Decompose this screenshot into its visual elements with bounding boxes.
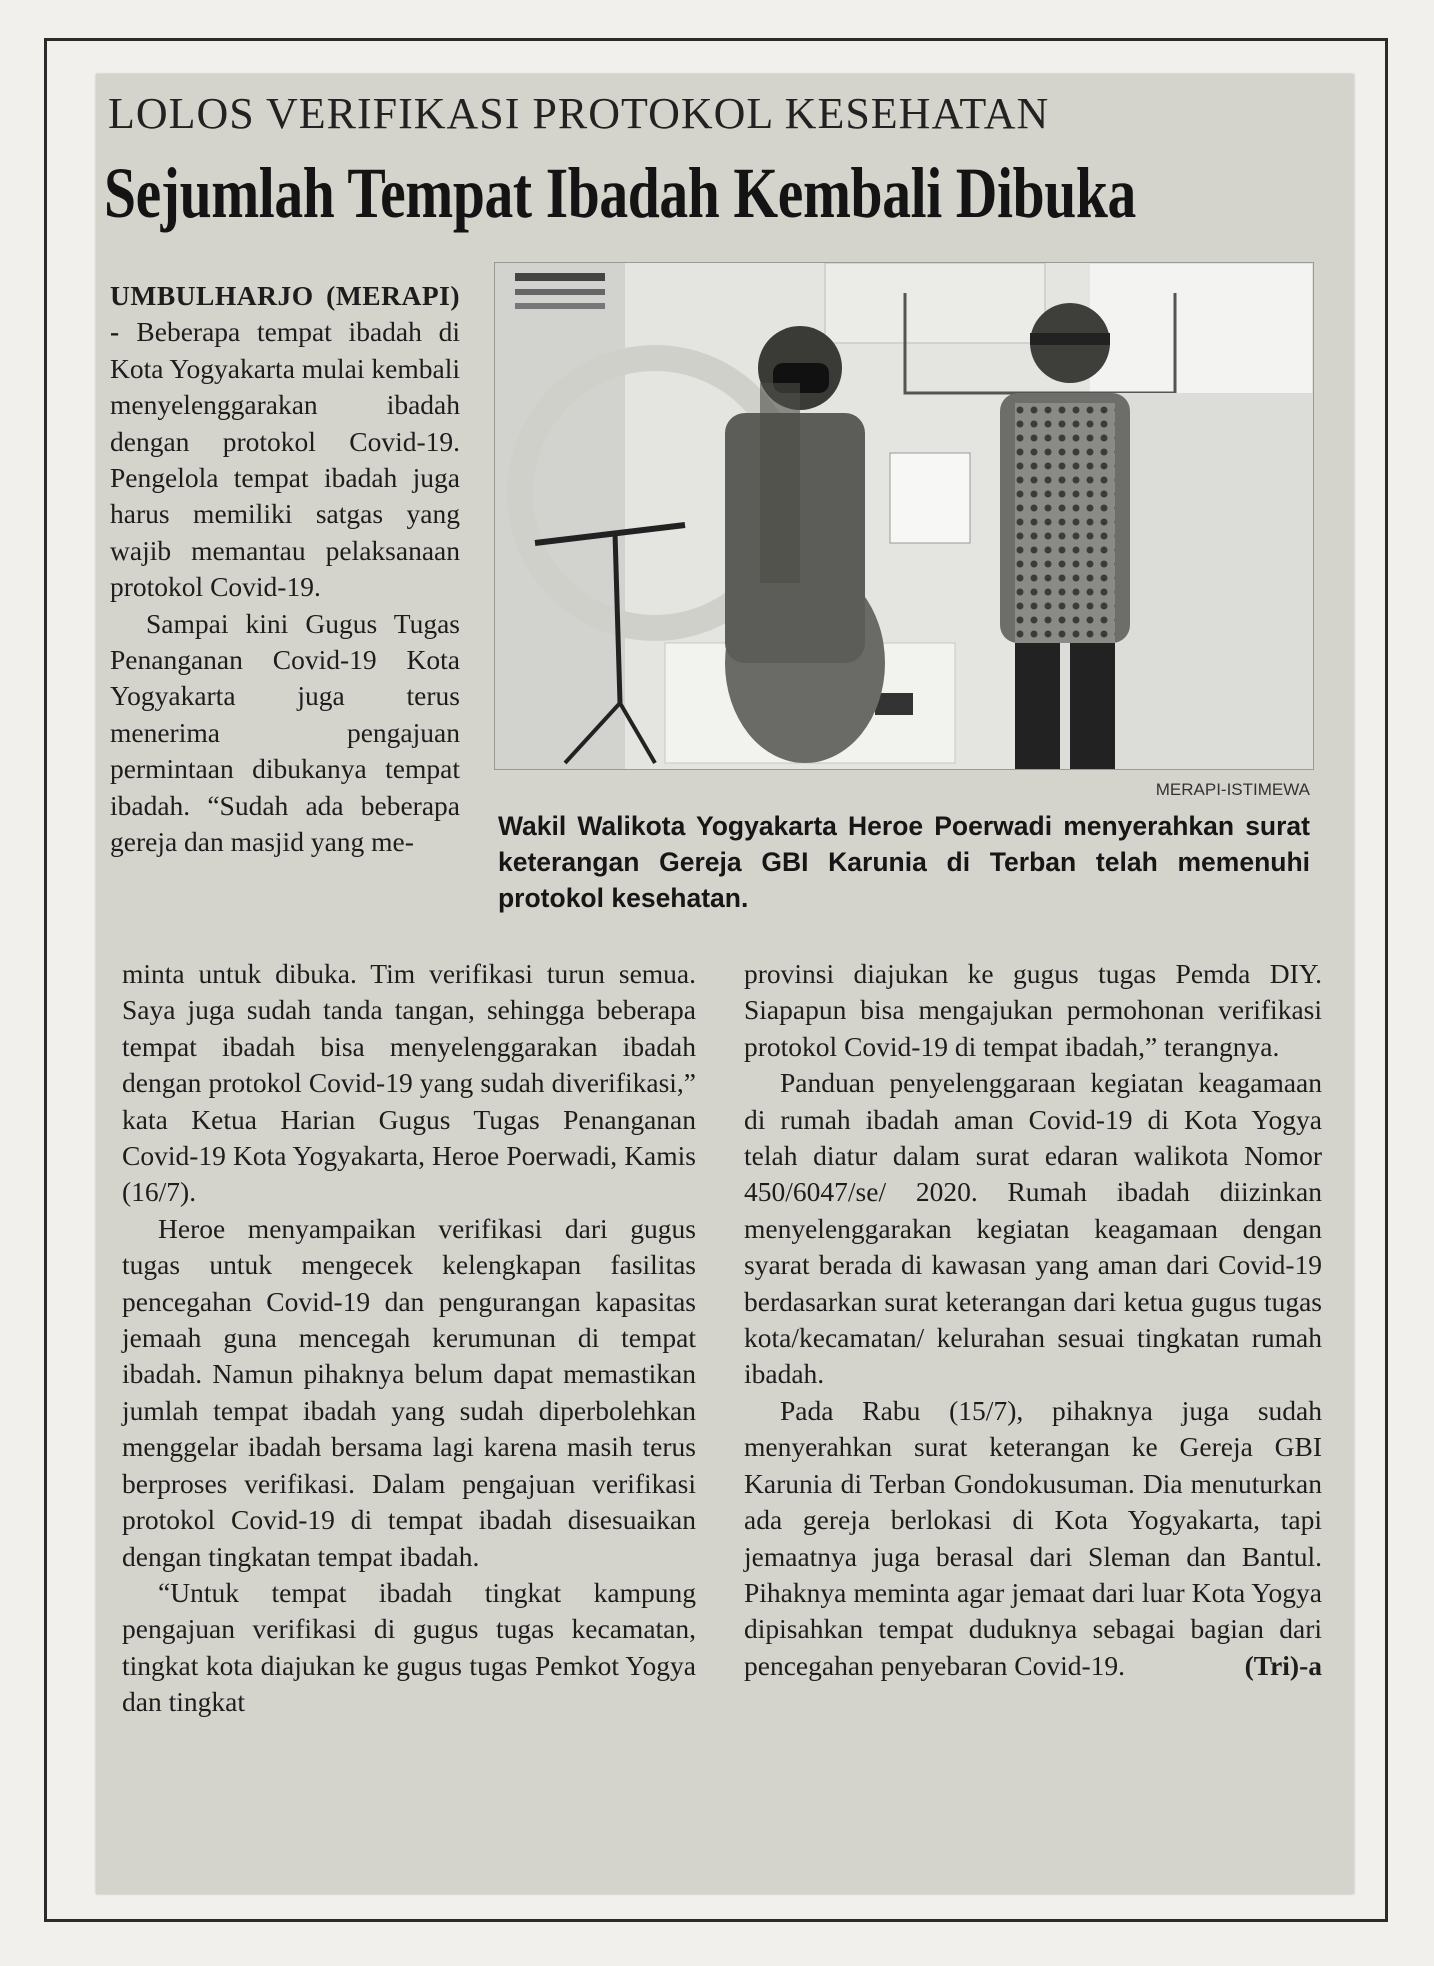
article-paragraph	[744, 1393, 1322, 1684]
photo-caption: Wakil Walikota Yogyakarta Heroe Poerwadi menyerahkan surat keterangan Gereja GBI Karunia di Terban telah memenuhi protokol kesehatan.	[498, 811, 1310, 913]
paragraph-text: Beberapa tempat ibadah di Kota Yogyakarta mulai kembali menyelenggarakan ibadah dengan protokol Covid-19. Pengelola tempat ibadah juga harus memiliki satgas yang wajib memantau pelaksanaan protokol Covid-19.	[110, 316, 460, 603]
news-photo	[494, 262, 1314, 770]
article-paragraph: Heroe menyampaikan verifikasi dari gugus tugas untuk mengecek kelengkapan fasilitas pencegahan Covid-19 dan pengurangan kapasitas jemaah guna mencegah kerumunan di tempat ibadah. Namun pihaknya belum dapat memastikan jumlah tempat ibadah yang sudah diperbolehkan menggelar ibadah bersama lagi karena masih terus berproses verifikasi. Dalam pengajuan verifikasi protokol Covid-19 di tempat ibadah disesuaikan dengan tingkatan tempat ibadah.	[122, 1212, 696, 1572]
article-paragraph: provinsi diajukan ke gugus tugas Pemda DIY. Siapapun bisa mengajukan permohonan verifikasi protokol Covid-19 di tempat ibadah,” terangnya.	[744, 958, 1322, 1062]
article-kicker: LOLOS VERIFIKASI PROTOKOL KESEHATAN	[108, 89, 1050, 138]
article-headline: Sejumlah Tempat Ibadah Kembali Dibuka	[104, 153, 1136, 233]
article-column-2	[122, 956, 696, 1721]
paragraph-text: Pada Rabu (15/7), pihaknya juga sudah menyerahkan surat keterangan ke Gereja GBI Karunia di Terban Gondokusuman. Dia menuturkan ada gereja berlokasi di Kota Yogyakarta, tapi jemaatnya juga berasal dari Sleman dan Bantul. Pihaknya meminta agar jemaat dari luar Kota Yogya dipisahkan tempat duduknya sebagai bagian dari pencegahan penyebaran Covid-19.	[744, 1394, 1322, 1681]
author-signoff: (Tri)-a	[1244, 1649, 1322, 1681]
article-paragraph: minta untuk dibuka. Tim verifikasi turun semua. Saya juga sudah tanda tangan, sehingga beberapa tempat ibadah bisa menyelenggarakan ibadah dengan protokol Covid-19 yang sudah diverifikasi,” kata Ketua Harian Gugus Tugas Penanganan Covid-19 Kota Yogyakarta, Heroe Poerwadi, Kamis (16/7).	[122, 958, 696, 1208]
article-column-3	[744, 956, 1322, 1684]
article-column-1	[110, 278, 460, 861]
article-paragraph: Sampai kini Gugus Tugas Penanganan Covid-19 Kota Yogyakarta juga terus menerima pengajuan permintaan dibukanya tempat ibadah. “Sudah ada beberapa gereja dan masjid yang me-	[110, 607, 460, 858]
article-paragraph	[110, 278, 460, 606]
photo-illustration	[495, 263, 1313, 769]
photo-credit: MERAPI-ISTIMEWA	[1155, 780, 1310, 799]
dateline: UMBULHARJO (MERAPI) -	[110, 280, 460, 348]
article-paragraph: Panduan penyelenggaraan kegiatan keagamaan di rumah ibadah aman Covid-19 di Kota Yogya telah diatur dalam surat edaran walikota Nomor 450/6047/se/ 2020. Rumah ibadah diizinkan menyelenggarakan kegiatan keagamaan dengan syarat berada di kawasan yang aman dari Covid-19 berdasarkan surat keterangan dari ketua gugus tugas kota/kecamatan/ kelurahan sesuai tingkatan rumah ibadah.	[744, 1067, 1322, 1390]
article-paragraph: “Untuk tempat ibadah tingkat kampung pengajuan verifikasi di gugus tugas kecamatan, tingkat kota diajukan ke gugus tugas Pemkot Yogya dan tingkat	[122, 1576, 696, 1718]
